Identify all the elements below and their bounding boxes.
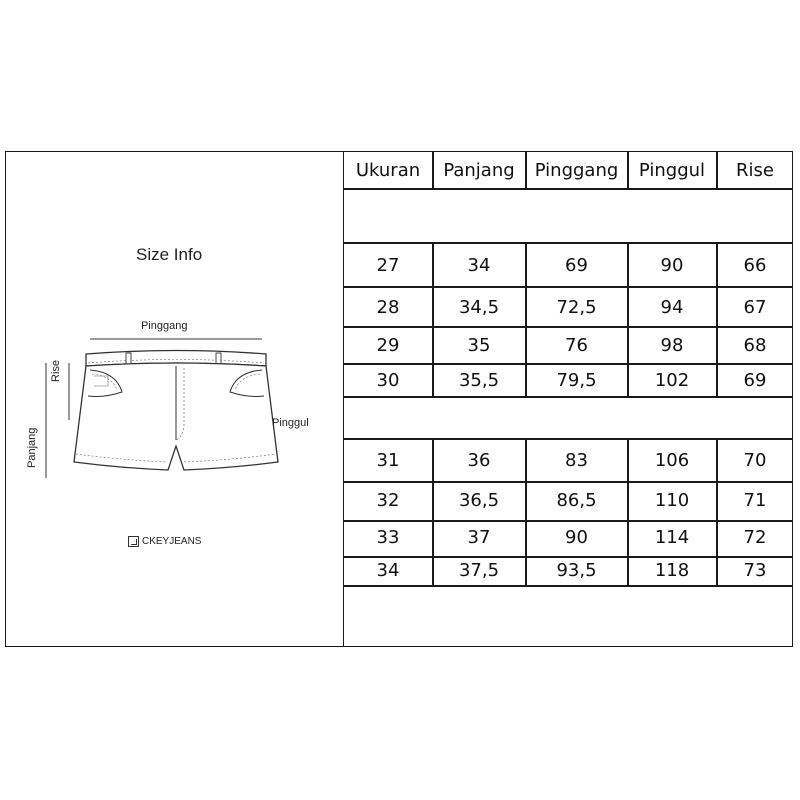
cell-panjang: 37,5: [458, 559, 500, 581]
col-header-pinggul: Pinggul: [638, 159, 706, 181]
cell-pinggul: 106: [654, 449, 690, 471]
waist-label: Pinggang: [141, 320, 188, 332]
cell-ukuran: 34: [376, 559, 400, 581]
col-header-pinggang: Pinggang: [534, 159, 619, 181]
cell-ukuran: 33: [376, 526, 400, 548]
cell-pinggang: 76: [565, 334, 588, 356]
header-divider: [344, 188, 793, 190]
brand-logo-icon: [128, 536, 139, 547]
cell-rise: 72: [743, 526, 767, 548]
cell-rise: 71: [743, 489, 767, 511]
brand-mark: [128, 536, 201, 547]
cell-pinggang: 69: [565, 254, 588, 276]
cell-pinggul: 102: [654, 369, 690, 391]
cell-rise: 67: [743, 296, 767, 318]
group-divider-top: [344, 242, 793, 244]
cell-rise: 68: [743, 334, 767, 356]
length-label: Panjang: [26, 427, 38, 468]
cell-panjang: 35: [467, 334, 491, 356]
cell-ukuran: 30: [376, 369, 400, 391]
cell-pinggul: 90: [660, 254, 684, 276]
cell-panjang: 35,5: [458, 369, 500, 391]
cell-ukuran: 32: [376, 489, 400, 511]
group-divider-mid: [344, 438, 793, 440]
cell-rise: 70: [743, 449, 767, 471]
size-info-title: Size Info: [136, 245, 203, 264]
cell-ukuran: 28: [376, 296, 400, 318]
cell-ukuran: 31: [376, 449, 400, 471]
cell-pinggang: 83: [565, 449, 588, 471]
cell-panjang: 37: [467, 526, 491, 548]
cell-pinggang: 79,5: [556, 369, 597, 391]
cell-panjang: 36: [467, 449, 491, 471]
cell-rise: 69: [743, 369, 767, 391]
cell-panjang: 36,5: [458, 489, 500, 511]
cell-pinggang: 86,5: [556, 489, 597, 511]
cell-pinggang: 90: [565, 526, 588, 548]
cell-panjang: 34,5: [458, 296, 500, 318]
cell-pinggul: 98: [660, 334, 684, 356]
cell-pinggul: 118: [654, 559, 690, 581]
brand-name: CKEYJEANS: [142, 536, 202, 547]
cell-pinggul: 110: [654, 489, 690, 511]
cell-pinggul: 114: [654, 526, 690, 548]
col-header-ukuran: Ukuran: [355, 159, 421, 181]
cell-panjang: 34: [467, 254, 491, 276]
cell-rise: 73: [743, 559, 767, 581]
rise-label: Rise: [50, 359, 62, 382]
col-header-rise: Rise: [736, 159, 774, 181]
cell-ukuran: 29: [376, 334, 400, 356]
cell-rise: 66: [743, 254, 767, 276]
hip-label: Pinggul: [272, 417, 309, 429]
cell-pinggang: 93,5: [556, 559, 597, 581]
col-header-panjang: Panjang: [443, 159, 515, 181]
row-divider: [344, 286, 793, 288]
cell-pinggang: 72,5: [556, 296, 597, 318]
cell-ukuran: 27: [376, 254, 400, 276]
cell-pinggul: 94: [660, 296, 684, 318]
